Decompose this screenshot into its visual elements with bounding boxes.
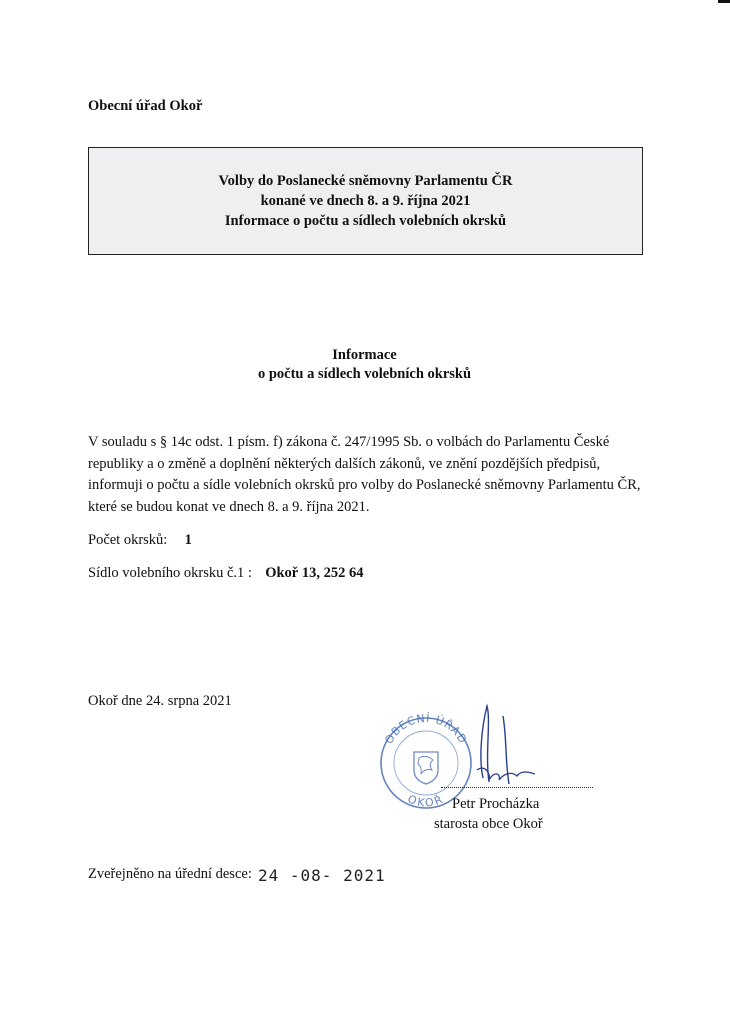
district-seat-label: Sídlo volebního okrsku č.1 :	[88, 564, 252, 581]
district-count-value: 1	[184, 532, 192, 548]
stamp-bottom-text: OKOŘ	[405, 792, 447, 810]
document-title	[88, 346, 641, 384]
title-line-2: o počtu a sídlech volebních okrsků	[257, 366, 472, 382]
district-seat-row	[88, 563, 648, 585]
signer-role: starosta obce Okoř	[434, 816, 543, 832]
office-name: Obecní úřad Okoř	[88, 98, 203, 114]
title-line-1: Informace	[332, 347, 397, 363]
coat-of-arms-icon	[414, 752, 438, 784]
header-line-2: konané ve dnech 8. a 9. října 2021	[260, 193, 471, 209]
body-paragraph: V souladu s § 14c odst. 1 písm. f) zákona č. 247/1995 Sb. o volbách do Parlamentu České republiky a o změně a doplnění některých dalších zákonů, ve znění pozdějších předpisů, informuji o počtu a sídle volebních okrsků pro volby do Poslanecké sněmovny Parlamentu ČR, které se budou konat ve dnech 8. a 9. října 2021.	[88, 434, 641, 515]
district-seat-value: Okoř 13, 252 64	[265, 564, 364, 581]
signature	[455, 700, 555, 790]
signer-name: Petr Procházka	[452, 796, 540, 812]
signature-line	[441, 787, 593, 788]
header-box	[88, 147, 643, 255]
stamp-top-text: OBECNÍ ÚŘAD	[382, 711, 470, 747]
header-line-1: Volby do Poslanecké sněmovny Parlamentu ČR	[218, 173, 513, 189]
district-count-label: Počet okrsků:	[88, 532, 168, 548]
header-line-3: Informace o počtu a sídlech volebních okrsků	[224, 213, 507, 229]
date-line: Okoř dne 24. srpna 2021	[88, 693, 232, 709]
published-label: Zveřejněno na úřední desce:	[88, 866, 252, 882]
district-count-row	[88, 530, 648, 552]
document-body	[88, 432, 648, 584]
scan-edge-mark	[718, 0, 730, 3]
published-stamp-date: 24 -08- 2021	[258, 866, 386, 885]
